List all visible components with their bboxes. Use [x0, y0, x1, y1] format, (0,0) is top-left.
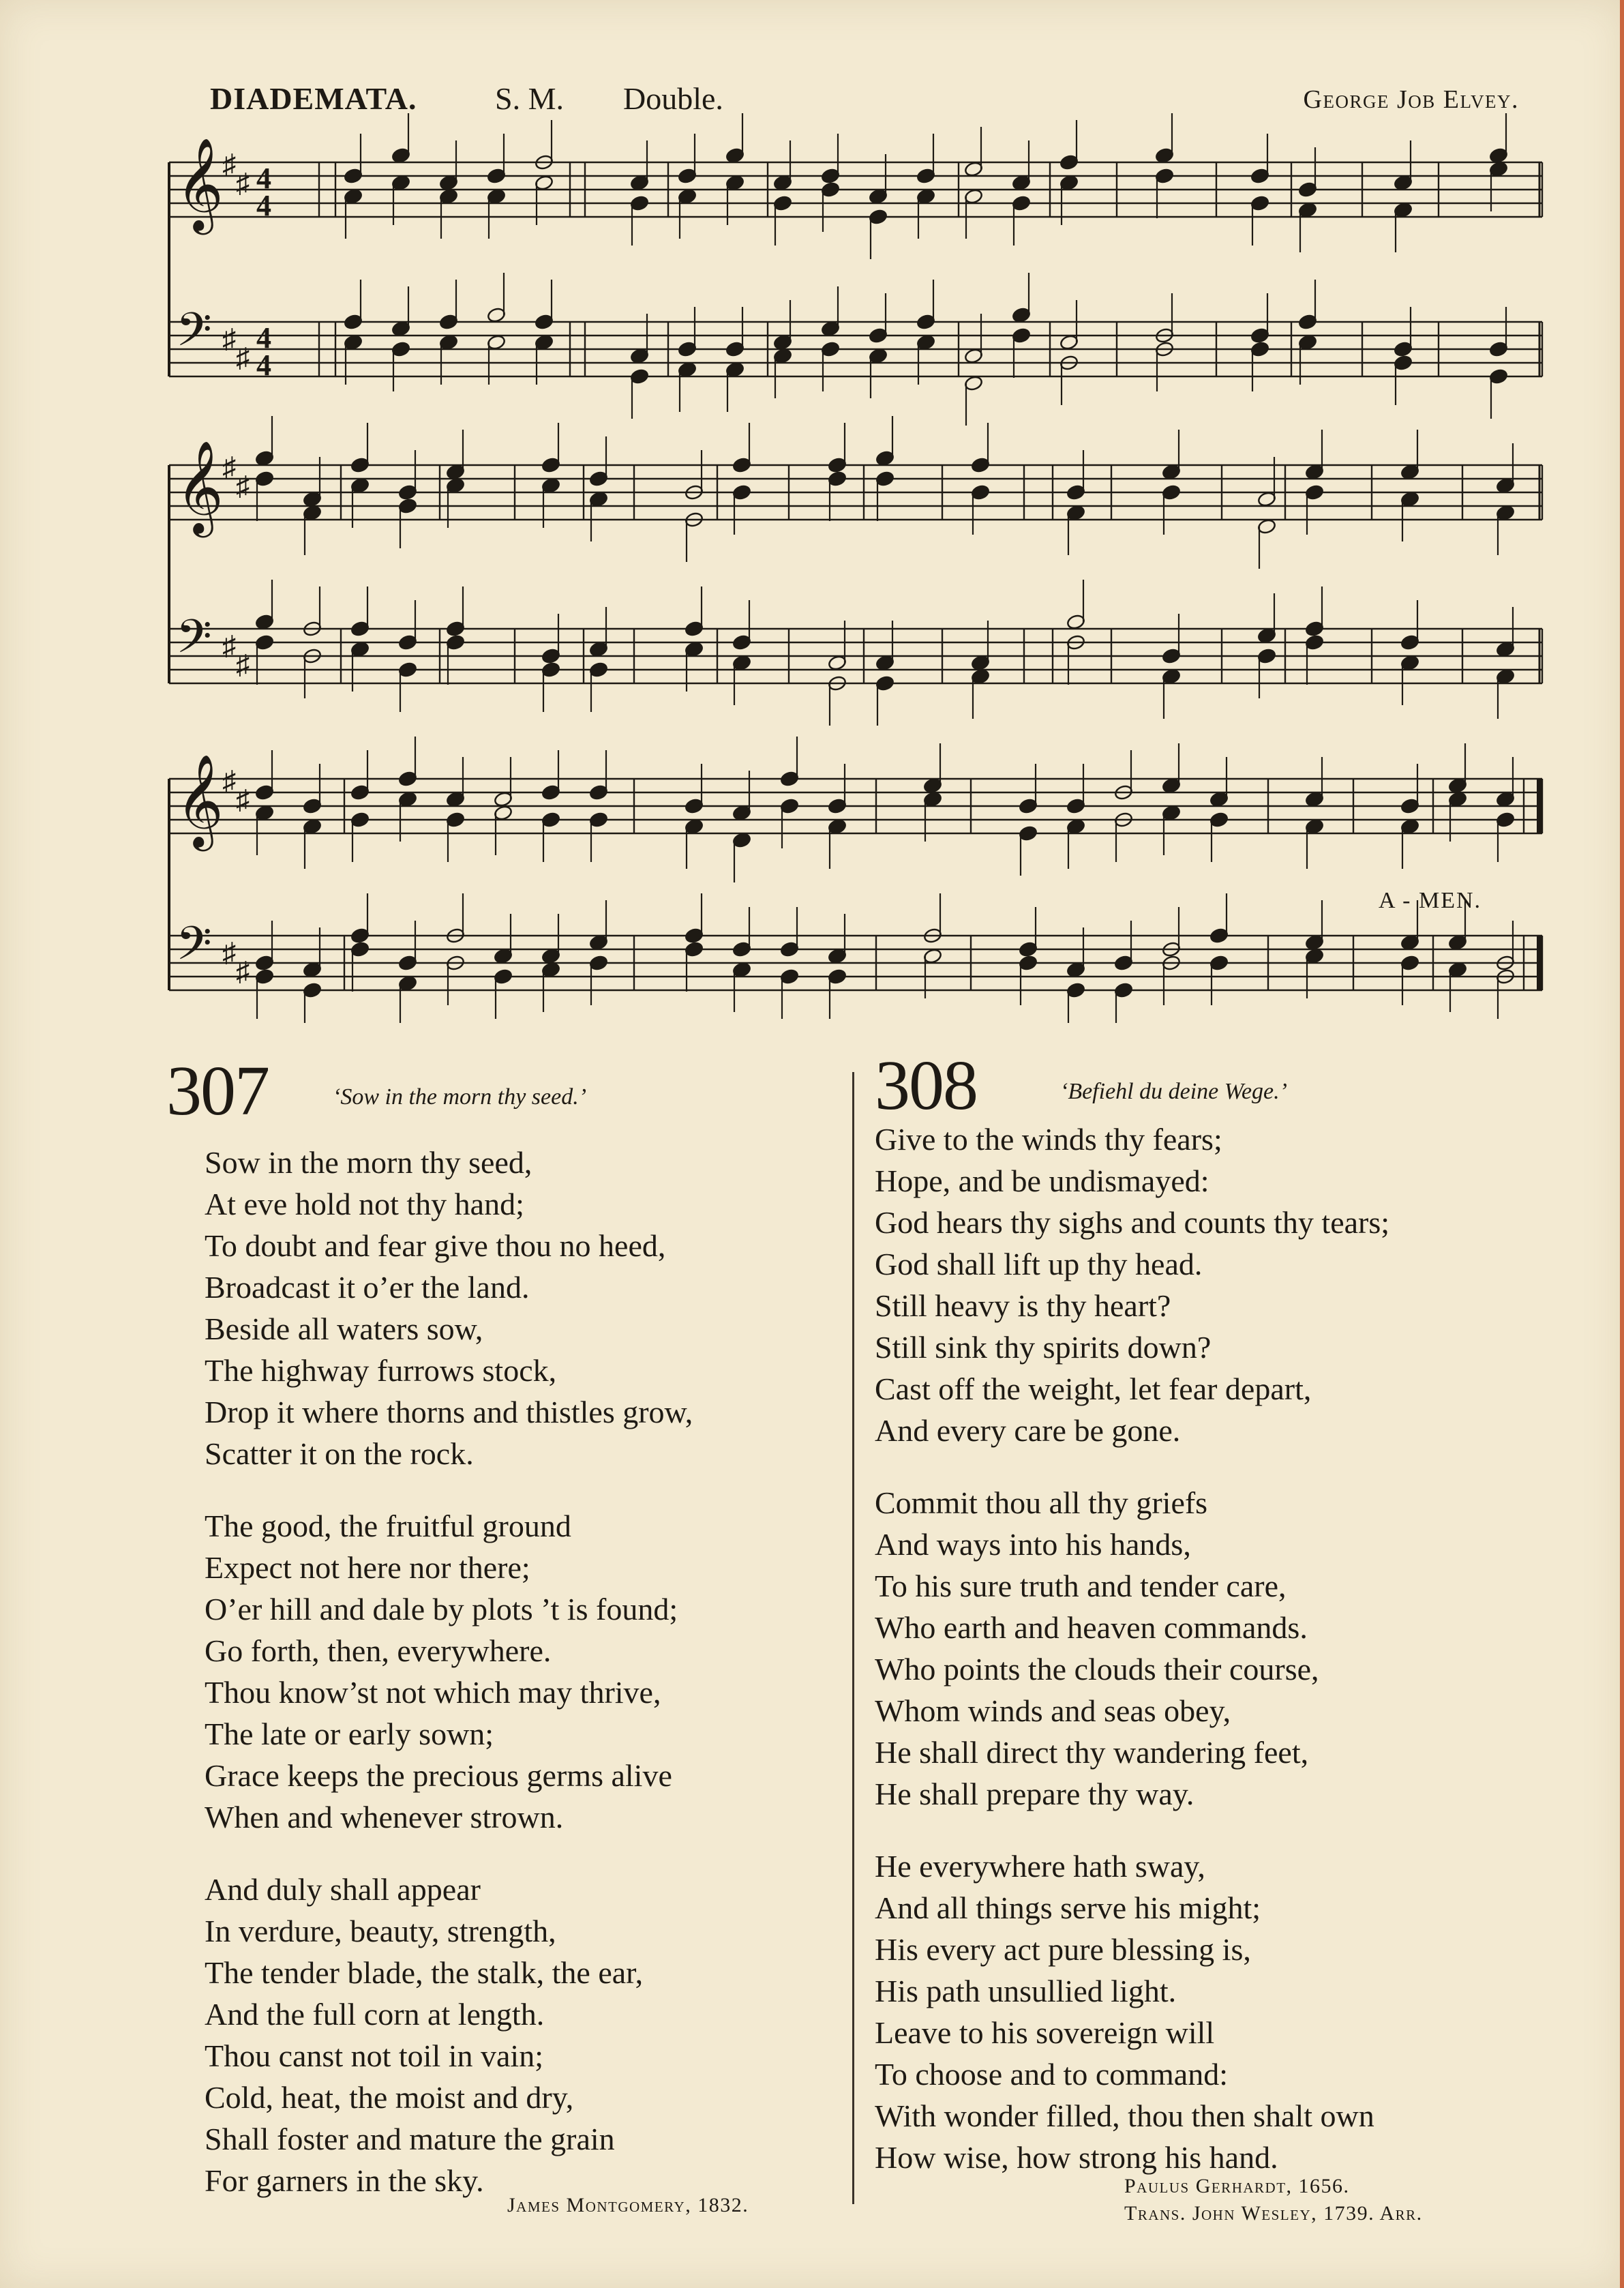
- sharp-sign: ♯: [236, 342, 250, 373]
- verse-line: And all things serve his might;: [875, 1890, 1261, 1925]
- music-score: [0, 0, 1624, 1023]
- verse-line: O’er hill and dale by plots ’t is found;: [205, 1592, 678, 1626]
- stanza-1: [875, 1118, 1557, 1451]
- bass-clef: 𝄢: [176, 917, 212, 982]
- hymn-attribution: [507, 2192, 749, 2219]
- amen-text: A - MEN.: [1379, 888, 1482, 913]
- verse-line: To his sure truth and tender care,: [875, 1569, 1287, 1603]
- verse-line: The tender blade, the stalk, the ear,: [205, 1955, 644, 1990]
- verse-line: For garners in the sky.: [205, 2163, 484, 2198]
- stanza-3: [205, 1869, 841, 2201]
- sharp-sign: ♯: [236, 471, 250, 501]
- sharp-sign: ♯: [222, 765, 236, 796]
- verse-line: He shall prepare thy way.: [875, 1777, 1194, 1811]
- hymn-308: [875, 1046, 1557, 2225]
- verse-line: Leave to his sovereign will: [875, 2015, 1215, 2050]
- verse-line: To doubt and fear give thou no heed,: [205, 1228, 666, 1263]
- verse-line: Who points the clouds their course,: [875, 1652, 1319, 1687]
- attribution-line: Trans. John Wesley, 1739. Arr.: [1124, 2202, 1423, 2225]
- verse-line: Sow in the morn thy seed,: [205, 1145, 532, 1180]
- verse-line: Drop it where thorns and thistles grow,: [205, 1395, 693, 1429]
- verse-line: Go forth, then, everywhere.: [205, 1633, 552, 1668]
- verse-line: At eve hold not thy hand;: [205, 1187, 524, 1221]
- sharp-sign: ♯: [236, 956, 250, 987]
- verse-line: In verdure, beauty, strength,: [205, 1914, 556, 1948]
- tune-meter: S. M.: [495, 81, 564, 116]
- verse-line: His path unsullied light.: [875, 1974, 1177, 2008]
- sharp-sign: ♯: [222, 630, 236, 661]
- time-signature: 4: [256, 162, 271, 195]
- verse-line: Scatter it on the rock.: [205, 1436, 474, 1471]
- stanza-2: [205, 1505, 841, 1838]
- verse-line: Cold, heat, the moist and dry,: [205, 2080, 574, 2115]
- sharp-sign: ♯: [236, 168, 250, 198]
- hymn-attribution: [1124, 2173, 1423, 2227]
- verse-line: Still sink thy spirits down?: [875, 1330, 1212, 1365]
- verse-line: Expect not here nor there;: [205, 1550, 530, 1585]
- hymn-title: ‘Befiehl du deine Wege.’: [1060, 1079, 1287, 1104]
- sharp-sign: ♯: [236, 649, 250, 680]
- verse-line: And duly shall appear: [205, 1872, 481, 1907]
- verse-line: God shall lift up thy head.: [875, 1247, 1203, 1281]
- tune-name: DIADEMATA.: [210, 81, 417, 116]
- attribution-line: Paulus Gerhardt, 1656.: [1124, 2175, 1350, 2197]
- verse-line: Still heavy is thy heart?: [875, 1288, 1171, 1323]
- verse-line: With wonder filled, thou then shalt own: [875, 2098, 1374, 2133]
- verse-line: Grace keeps the precious germs alive: [205, 1758, 672, 1793]
- verse-line: Broadcast it o’er the land.: [205, 1270, 530, 1305]
- time-signature: 4: [256, 321, 271, 355]
- verse-line: The highway furrows stock,: [205, 1353, 557, 1388]
- time-signature: 4: [256, 348, 271, 382]
- verse-line: Who earth and heaven commands.: [875, 1610, 1308, 1645]
- verse-line: Whom winds and seas obey,: [875, 1693, 1231, 1728]
- verse-line: And every care be gone.: [875, 1413, 1181, 1448]
- sharp-sign: ♯: [236, 784, 250, 815]
- verse-line: He everywhere hath sway,: [875, 1849, 1205, 1884]
- tune-kind: Double.: [623, 81, 723, 116]
- verse-line: Give to the winds thy fears;: [875, 1122, 1222, 1157]
- treble-clef: 𝄞: [176, 136, 224, 231]
- treble-clef: 𝄞: [176, 439, 224, 533]
- attribution-line: James Montgomery, 1832.: [507, 2194, 749, 2216]
- verse-line: The late or early sown;: [205, 1717, 494, 1751]
- sharp-sign: ♯: [222, 937, 236, 968]
- sharp-sign: ♯: [222, 323, 236, 354]
- verse-line: And ways into his hands,: [875, 1527, 1191, 1562]
- verse-line: To choose and to command:: [875, 2057, 1228, 2092]
- sharp-sign: ♯: [222, 149, 236, 179]
- verse-line: God hears thy sighs and counts thy tears;: [875, 1205, 1390, 1240]
- stanza-2: [875, 1482, 1557, 1815]
- hymn-number: 307: [166, 1052, 269, 1130]
- bass-clef: 𝄢: [176, 610, 212, 675]
- verse-line: And the full corn at length.: [205, 1997, 545, 2032]
- hymn-307: [166, 1052, 841, 2227]
- verse-line: How wise, how strong his hand.: [875, 2140, 1278, 2175]
- verse-line: His every act pure blessing is,: [875, 1932, 1251, 1967]
- verse-line: Commit thou all thy griefs: [875, 1485, 1208, 1520]
- bass-clef: 𝄢: [176, 303, 212, 368]
- column-divider: [852, 1072, 854, 2204]
- verse-line: The good, the fruitful ground: [205, 1509, 571, 1543]
- hymn-number: 308: [875, 1046, 977, 1125]
- verse-line: Thou canst not toil in vain;: [205, 2038, 543, 2073]
- verse-line: Cast off the weight, let fear depart,: [875, 1371, 1312, 1406]
- stanza-3: [875, 1845, 1557, 2178]
- hymn-stanzas: [166, 1142, 841, 2201]
- sharp-sign: ♯: [222, 451, 236, 482]
- tune-composer: George Job Elvey.: [1303, 85, 1519, 114]
- verse-line: Thou know’st not which may thrive,: [205, 1675, 661, 1710]
- verse-line: He shall direct thy wandering feet,: [875, 1735, 1309, 1770]
- time-signature: 4: [256, 189, 271, 222]
- hymn-stanzas: [875, 1118, 1557, 2178]
- verse-line: When and whenever strown.: [205, 1800, 564, 1834]
- verse-line: Beside all waters sow,: [205, 1311, 483, 1346]
- verse-line: Hope, and be undismayed:: [875, 1163, 1209, 1198]
- stanza-1: [205, 1142, 841, 1474]
- treble-clef: 𝄞: [176, 753, 224, 847]
- verse-line: Shall foster and mature the grain: [205, 2122, 615, 2156]
- hymn-title: ‘Sow in the morn thy seed.’: [333, 1084, 587, 1110]
